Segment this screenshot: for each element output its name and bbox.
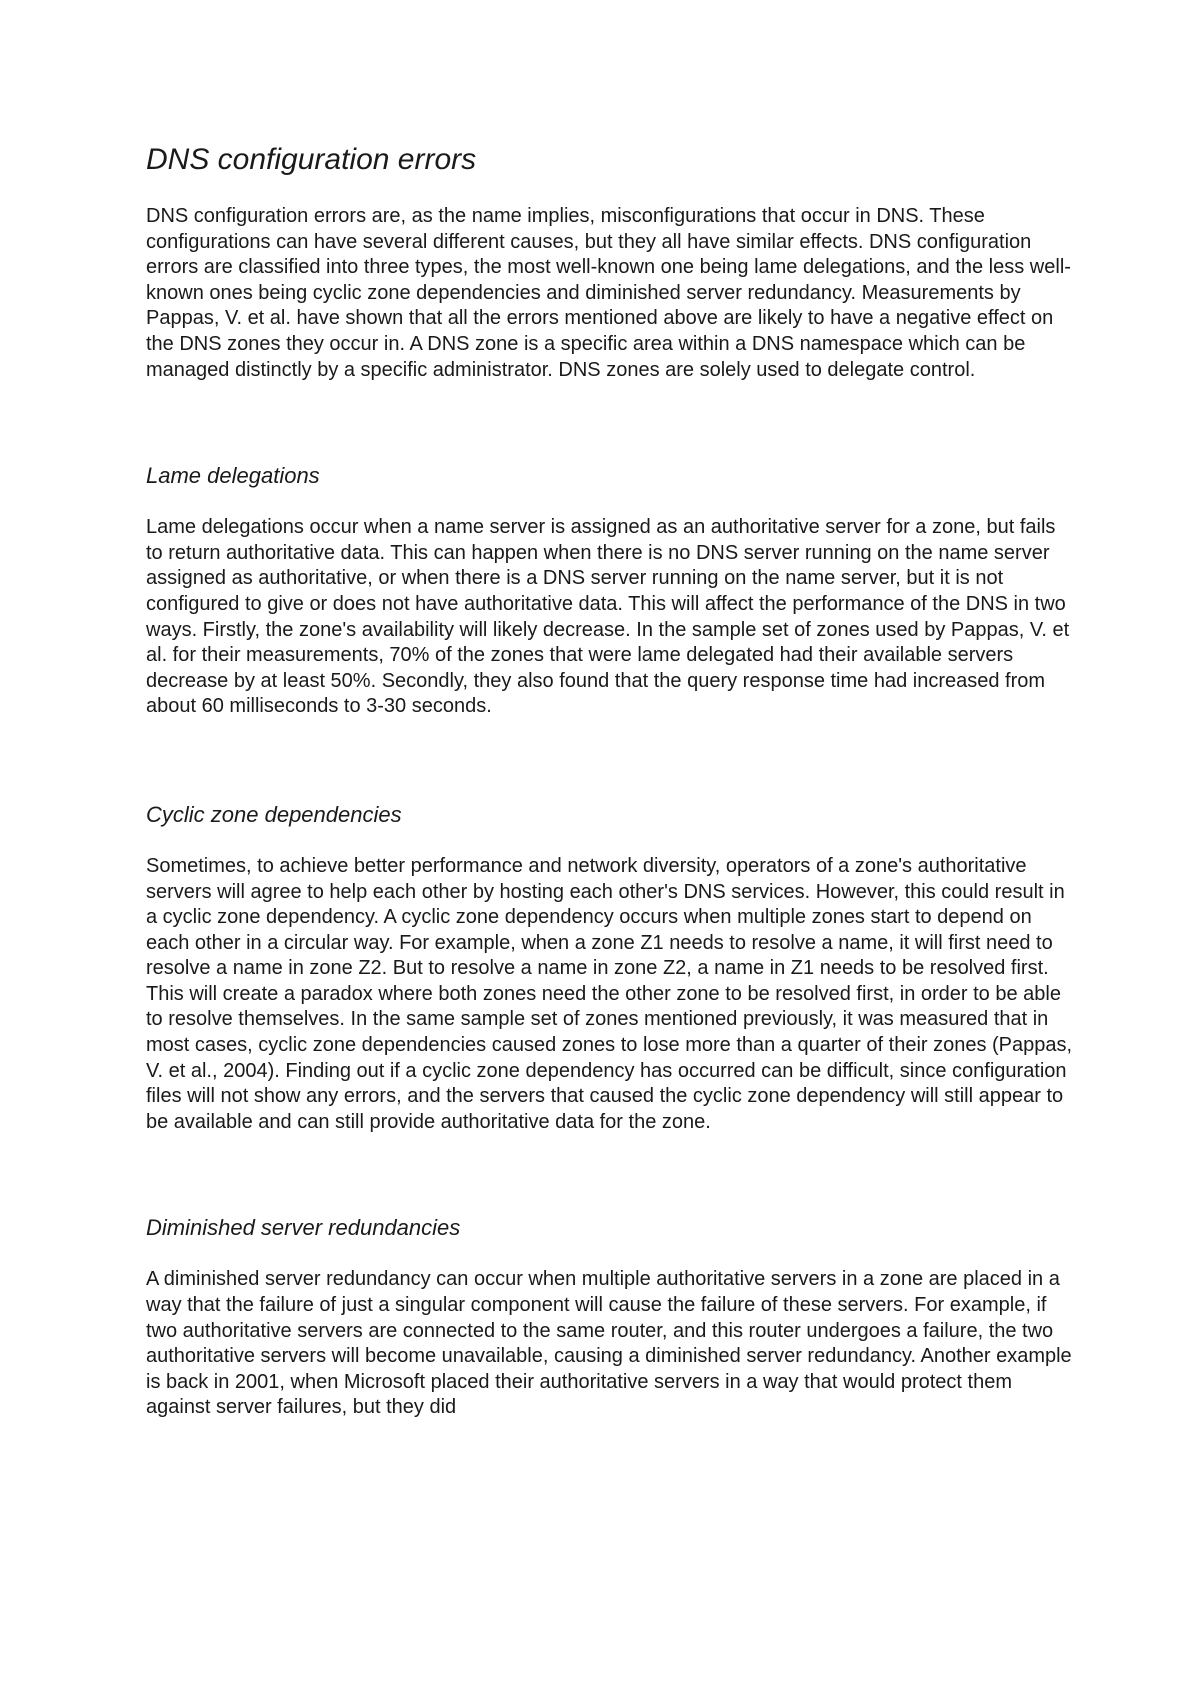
spacer bbox=[146, 720, 1076, 800]
document-body bbox=[146, 140, 1076, 1421]
section-paragraph-cyclic-zone-dependencies: Sometimes, to achieve better performance and network diversity, operators of a zone's authoritative servers will agree to help each other by hosting each other's DNS services. However, this could result in a cyclic zone dependency. A cyclic zone dependency occurs when multiple zones start to depend on each other in a circular way. For example, when a zone Z1 needs to resolve a name, it will first need to resolve a name in zone Z2. But to resolve a name in zone Z2, a name in Z1 needs to be resolved first. This will create a paradox where both zones need the other zone to be resolved first, in order to be able to resolve themselves. In the same sample set of zones mentioned previously, it was measured that in most cases, cyclic zone dependencies caused zones to lose more than a quarter of their zones (Pappas, V. et al., 2004). Finding out if a cyclic zone dependency has occurred can be difficult, since configuration files will not show any errors, and the servers that caused the cyclic zone dependency will still appear to be available and can still provide authoritative data for the zone. bbox=[146, 854, 1073, 1133]
page-title: DNS configuration errors bbox=[146, 143, 477, 176]
section-paragraph-lame-delegations: Lame delegations occur when a name server is assigned as an authoritative server for a zone, but fails to return authoritative data. This can happen when there is no DNS server running on the name server assigned as authoritative, or when there is a DNS server running on the name server, but it is not configured to give or does not have authoritative data. This will affect the performance of the DNS in two ways. Firstly, the zone's availability will likely decrease. In the sample set of zones used by Pappas, V. et al. for their measurements, 70% of the zones that were lame delegated had their available servers decrease by at least 50%. Secondly, they also found that the query response time had increased from about 60 milliseconds to 3-30 seconds. bbox=[146, 516, 1070, 718]
section-heading-cyclic-zone-dependencies: Cyclic zone dependencies bbox=[146, 801, 402, 827]
section-heading-lame-delegations: Lame delegations bbox=[146, 463, 320, 489]
section-paragraph-diminished-server-redundancies: A diminished server redundancy can occur when multiple authoritative servers in a zone are placed in a way that the failure of just a singular component will cause the failure of these servers. For example, if two authoritative servers are connected to the same router, and this router undergoes a failure, the two authoritative servers will become unavailable, causing a diminished server redundancy. Another example is back in 2001, when Microsoft placed their authoritative servers in a way that would protect them against server failures, but they did bbox=[146, 1268, 1072, 1419]
intro-paragraph: DNS configuration errors are, as the name implies, misconfigurations that occur in DNS. These configurations can have several different causes, but they all have similar effects. DNS configuration errors are classified into three types, the most well-known one being lame delegations, and the less well-known ones being cyclic zone dependencies and diminished server redundancy. Measurements by Pappas, V. et al. have shown that all the errors mentioned above are likely to have a negative effect on the DNS zones they occur in. A DNS zone is a specific area within a DNS namespace which can be managed distinctly by a specific administrator. DNS zones are solely used to delegate control. bbox=[146, 205, 1071, 381]
section-heading-diminished-server-redundancies: Diminished server redundancies bbox=[146, 1215, 461, 1241]
spacer bbox=[146, 383, 1076, 461]
spacer bbox=[146, 1135, 1076, 1213]
